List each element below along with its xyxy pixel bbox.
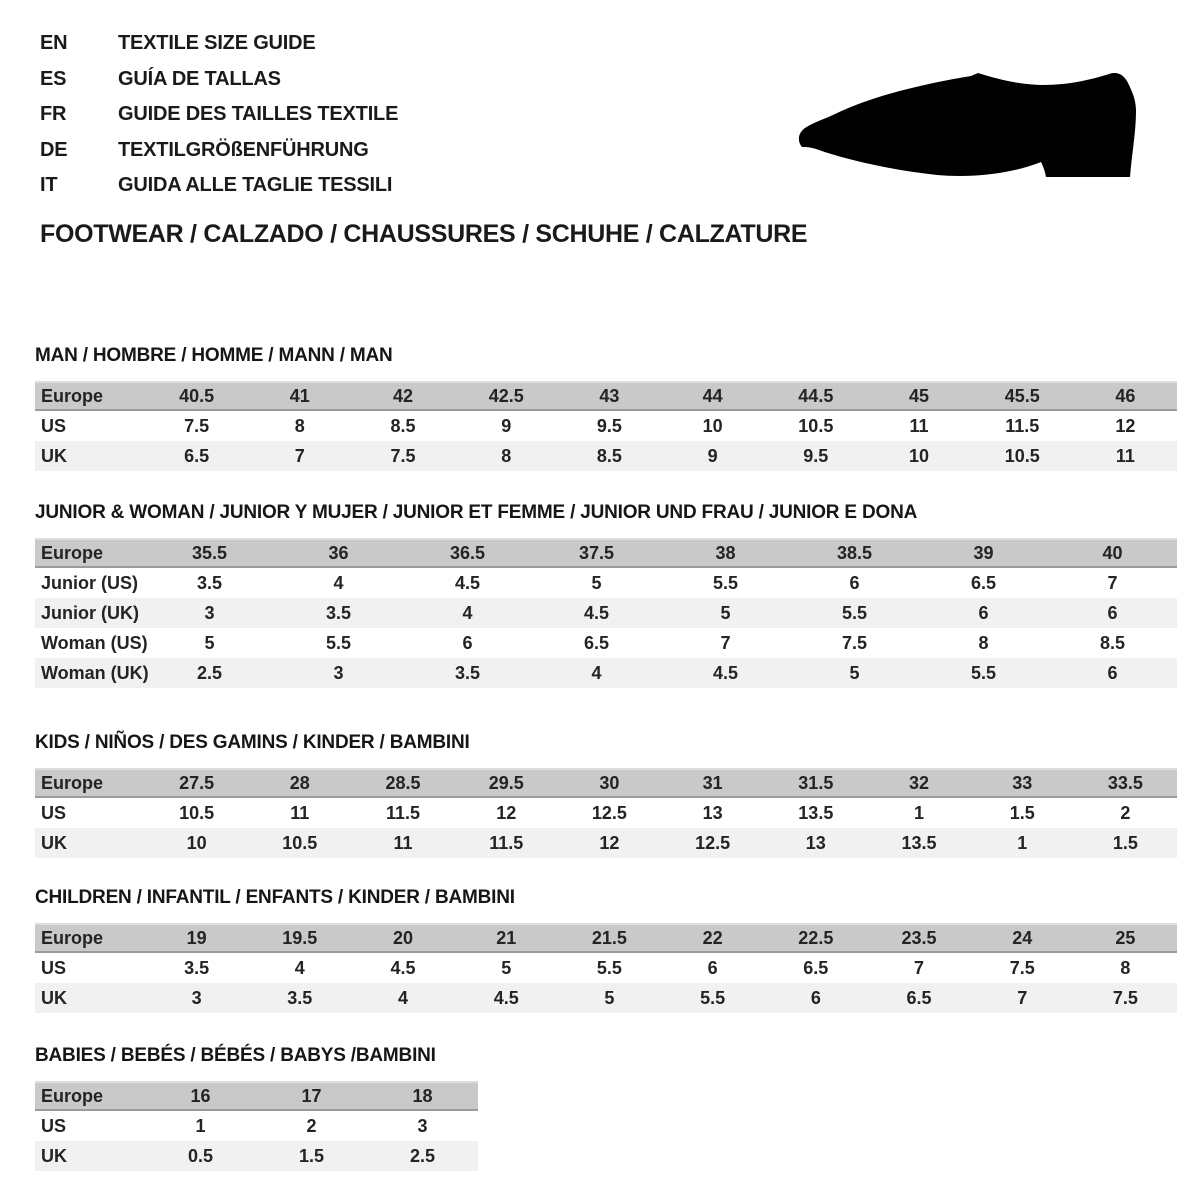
size-value: 35.5 xyxy=(191,542,228,563)
section-man xyxy=(35,344,1177,471)
row-label: UK xyxy=(41,1145,67,1166)
size-value: 5 xyxy=(849,662,860,683)
lang-row-es xyxy=(40,62,398,98)
size-value: 44 xyxy=(702,385,723,406)
lang-code: FR xyxy=(40,103,67,125)
size-value: 9.5 xyxy=(803,445,829,466)
size-table-children xyxy=(35,923,1177,1013)
size-value: 22.5 xyxy=(798,927,834,948)
size-value: 46 xyxy=(1115,385,1136,406)
section-title-junior-woman: JUNIOR & WOMAN / JUNIOR Y MUJER / JUNIOR ET FEMME / JUNIOR UND FRAU / JUNIOR E DONA xyxy=(35,502,918,523)
size-value: 1 xyxy=(914,802,925,823)
size-value: 7.5 xyxy=(1009,957,1035,978)
size-table-man xyxy=(35,381,1177,471)
guide-title-es: GUÍA DE TALLAS xyxy=(118,67,281,90)
row-label: UK xyxy=(41,832,67,853)
size-value: 4.5 xyxy=(493,987,519,1008)
size-value: 3.5 xyxy=(454,662,481,683)
section-kids xyxy=(35,731,1177,858)
size-value: 4.5 xyxy=(454,572,481,593)
size-value: 25 xyxy=(1115,927,1136,948)
size-value: 5.5 xyxy=(596,957,622,978)
guide-title-de: TEXTILGRÖßENFÜHRUNG xyxy=(118,138,369,161)
size-value: 10.5 xyxy=(282,832,318,853)
size-value: 11.5 xyxy=(385,802,421,823)
row-label: Europe xyxy=(41,385,104,406)
row-label: US xyxy=(41,415,67,436)
table-row xyxy=(35,953,1177,983)
dress-shoe-icon xyxy=(796,56,1146,186)
size-value: 3 xyxy=(333,662,344,683)
size-value: 5.5 xyxy=(841,602,868,623)
size-value: 5.5 xyxy=(712,572,739,593)
row-label: Woman (US) xyxy=(41,632,148,653)
row-label: Junior (US) xyxy=(41,572,138,593)
table-row xyxy=(35,983,1177,1013)
lang-code: IT xyxy=(40,174,58,196)
size-value: 3.5 xyxy=(184,957,210,978)
size-value: 12 xyxy=(599,832,620,853)
lang-row-fr xyxy=(40,97,398,133)
size-value: 9.5 xyxy=(596,415,622,436)
size-value: 7.5 xyxy=(184,415,210,436)
size-value: 2.5 xyxy=(409,1145,436,1166)
size-value: 36 xyxy=(328,542,349,563)
size-value: 42.5 xyxy=(488,385,524,406)
size-value: 11 xyxy=(393,832,413,853)
size-value: 10 xyxy=(909,445,930,466)
language-title-list xyxy=(40,26,398,204)
section-title-babies: BABIES / BEBÉS / BÉBÉS / BABYS /BAMBINI xyxy=(35,1045,436,1066)
size-value: 38.5 xyxy=(836,542,873,563)
size-value: 27.5 xyxy=(179,772,215,793)
size-value: 6.5 xyxy=(583,632,610,653)
size-value: 12 xyxy=(496,802,517,823)
size-value: 11 xyxy=(909,415,929,436)
size-value: 31.5 xyxy=(798,772,834,793)
size-value: 3 xyxy=(417,1115,428,1136)
size-value: 4.5 xyxy=(583,602,610,623)
guide-title-it: GUIDA ALLE TAGLIE TESSILI xyxy=(118,174,393,196)
size-value: 43 xyxy=(599,385,620,406)
row-label: Europe xyxy=(41,1085,104,1106)
size-value: 3 xyxy=(191,987,202,1008)
row-label: Woman (UK) xyxy=(41,662,149,683)
size-value: 4 xyxy=(294,957,305,978)
row-label: Europe xyxy=(41,542,104,563)
lang-code: ES xyxy=(40,67,67,90)
size-value: 6 xyxy=(707,957,718,978)
size-value: 7.5 xyxy=(841,632,868,653)
row-label: Europe xyxy=(41,772,104,793)
row-label: US xyxy=(41,1115,67,1136)
size-value: 42 xyxy=(392,385,414,406)
size-value: 41 xyxy=(289,385,310,406)
row-label: Junior (UK) xyxy=(41,602,139,623)
size-value: 5.5 xyxy=(700,987,726,1008)
size-value: 5.5 xyxy=(325,632,352,653)
size-value: 1.5 xyxy=(1112,832,1138,853)
table-row xyxy=(35,568,1177,598)
row-label: US xyxy=(41,957,67,978)
size-value: 4 xyxy=(462,602,473,623)
table-row xyxy=(35,658,1177,688)
size-value: 7 xyxy=(294,445,305,466)
size-value: 6 xyxy=(1107,602,1118,623)
size-value: 4 xyxy=(398,987,409,1008)
size-value: 19.5 xyxy=(282,927,318,948)
size-value: 3.5 xyxy=(325,602,352,623)
size-value: 13 xyxy=(702,802,723,823)
size-table-kids xyxy=(35,768,1177,858)
table-row xyxy=(35,441,1177,471)
lang-row-it xyxy=(40,168,398,204)
row-label: UK xyxy=(41,987,67,1008)
size-value: 4.5 xyxy=(390,957,416,978)
size-value: 33.5 xyxy=(1107,772,1143,793)
size-value: 45.5 xyxy=(1004,385,1040,406)
section-title-kids: KIDS / NIÑOS / DES GAMINS / KINDER / BAMBINI xyxy=(35,732,470,753)
size-value: 5 xyxy=(720,602,731,623)
size-value: 11.5 xyxy=(489,832,524,853)
table-row xyxy=(35,1141,478,1171)
size-value: 36.5 xyxy=(449,542,486,563)
size-value: 29.5 xyxy=(488,772,524,793)
size-value: 3.5 xyxy=(196,572,223,593)
size-value: 22 xyxy=(702,927,723,948)
size-value: 6 xyxy=(810,987,821,1008)
size-value: 2.5 xyxy=(196,662,223,683)
lang-row-de xyxy=(40,133,398,169)
size-value: 1.5 xyxy=(1009,802,1035,823)
table-row xyxy=(35,1111,478,1141)
size-value: 11 xyxy=(290,802,310,823)
guide-title-fr: GUIDE DES TAILLES TEXTILE xyxy=(118,103,399,125)
section-title-man: MAN / HOMBRE / HOMME / MANN / MAN xyxy=(35,345,393,366)
size-value: 28 xyxy=(289,772,310,793)
lang-code: DE xyxy=(40,138,68,161)
category-title: FOOTWEAR / CALZADO / CHAUSSURES / SCHUHE / CALZATURE xyxy=(40,220,808,248)
size-value: 7 xyxy=(720,632,731,653)
size-value: 5 xyxy=(501,957,512,978)
size-value: 40 xyxy=(1102,542,1123,563)
size-value: 39 xyxy=(973,542,994,563)
section-babies xyxy=(35,1044,478,1171)
size-value: 23.5 xyxy=(901,927,937,948)
section-junior-woman xyxy=(35,501,1177,688)
size-value: 1.5 xyxy=(298,1145,325,1166)
size-value: 8.5 xyxy=(596,445,622,466)
size-table-junior-woman xyxy=(35,538,1177,688)
size-value: 6 xyxy=(462,632,473,653)
size-value: 1 xyxy=(195,1115,206,1136)
size-value: 20 xyxy=(392,927,414,948)
row-label: US xyxy=(41,802,67,823)
size-value: 7 xyxy=(1017,987,1028,1008)
row-label: Europe xyxy=(41,927,104,948)
size-value: 10.5 xyxy=(1004,445,1040,466)
table-row xyxy=(35,768,1177,798)
size-value: 1 xyxy=(1017,832,1028,853)
table-row xyxy=(35,798,1177,828)
size-value: 4 xyxy=(333,572,344,593)
size-value: 8 xyxy=(294,415,305,436)
size-value: 10 xyxy=(702,415,723,436)
size-value: 12.5 xyxy=(695,832,731,853)
size-value: 44.5 xyxy=(798,385,834,406)
size-value: 9 xyxy=(501,415,512,436)
size-value: 4 xyxy=(591,662,602,683)
size-value: 45 xyxy=(909,385,930,406)
table-row xyxy=(35,538,1177,568)
size-value: 6.5 xyxy=(970,572,997,593)
size-value: 30 xyxy=(599,772,620,793)
size-value: 10.5 xyxy=(798,415,834,436)
size-value: 21 xyxy=(496,927,517,948)
size-value: 7.5 xyxy=(390,445,416,466)
size-value: 10.5 xyxy=(179,802,215,823)
size-value: 6 xyxy=(978,602,989,623)
lang-row-en xyxy=(40,26,398,62)
size-value: 7 xyxy=(914,957,925,978)
guide-title-en: TEXTILE SIZE GUIDE xyxy=(118,32,316,54)
table-row xyxy=(35,923,1177,953)
size-value: 2 xyxy=(306,1115,317,1136)
size-value: 7.5 xyxy=(1112,987,1138,1008)
lang-code: EN xyxy=(40,32,68,54)
table-row xyxy=(35,1081,478,1111)
size-value: 17 xyxy=(301,1085,322,1106)
size-value: 12 xyxy=(1115,415,1136,436)
size-value: 12.5 xyxy=(591,802,627,823)
size-value: 13.5 xyxy=(901,832,937,853)
table-row xyxy=(35,381,1177,411)
size-value: 38 xyxy=(715,542,736,563)
size-value: 21.5 xyxy=(591,927,627,948)
size-value: 0.5 xyxy=(187,1145,214,1166)
table-row xyxy=(35,628,1177,658)
section-children xyxy=(35,886,1177,1013)
size-value: 40.5 xyxy=(179,385,215,406)
size-value: 16 xyxy=(190,1085,211,1106)
size-value: 7 xyxy=(1107,572,1118,593)
size-value: 5 xyxy=(204,632,215,653)
size-value: 5 xyxy=(604,987,615,1008)
size-value: 5.5 xyxy=(970,662,997,683)
size-value: 13.5 xyxy=(798,802,834,823)
size-value: 8.5 xyxy=(390,415,416,436)
size-value: 8 xyxy=(1120,957,1131,978)
size-value: 9 xyxy=(707,445,718,466)
size-value: 28.5 xyxy=(385,772,421,793)
size-table-babies xyxy=(35,1081,478,1171)
size-value: 8 xyxy=(978,632,989,653)
size-value: 11 xyxy=(1115,445,1135,466)
size-value: 5 xyxy=(591,572,602,593)
size-value: 3 xyxy=(204,602,215,623)
size-value: 18 xyxy=(412,1085,433,1106)
table-row xyxy=(35,828,1177,858)
size-value: 37.5 xyxy=(578,542,615,563)
size-value: 4.5 xyxy=(712,662,739,683)
size-value: 6.5 xyxy=(906,987,932,1008)
size-value: 8 xyxy=(501,445,512,466)
row-label: UK xyxy=(41,445,67,466)
size-value: 10 xyxy=(186,832,207,853)
size-value: 11.5 xyxy=(1005,415,1040,436)
size-value: 19 xyxy=(186,927,207,948)
size-value: 6 xyxy=(1107,662,1118,683)
section-title-children: CHILDREN / INFANTIL / ENFANTS / KINDER / BAMBINI xyxy=(35,887,515,908)
size-value: 6.5 xyxy=(184,445,210,466)
size-value: 6.5 xyxy=(803,957,829,978)
table-row xyxy=(35,598,1177,628)
size-value: 6 xyxy=(849,572,860,593)
size-value: 3.5 xyxy=(287,987,313,1008)
size-value: 24 xyxy=(1012,927,1033,948)
table-row xyxy=(35,411,1177,441)
size-value: 13 xyxy=(805,832,826,853)
size-value: 32 xyxy=(909,772,930,793)
size-value: 31 xyxy=(702,772,723,793)
size-value: 2 xyxy=(1120,802,1131,823)
size-value: 33 xyxy=(1012,772,1033,793)
size-value: 8.5 xyxy=(1099,632,1126,653)
